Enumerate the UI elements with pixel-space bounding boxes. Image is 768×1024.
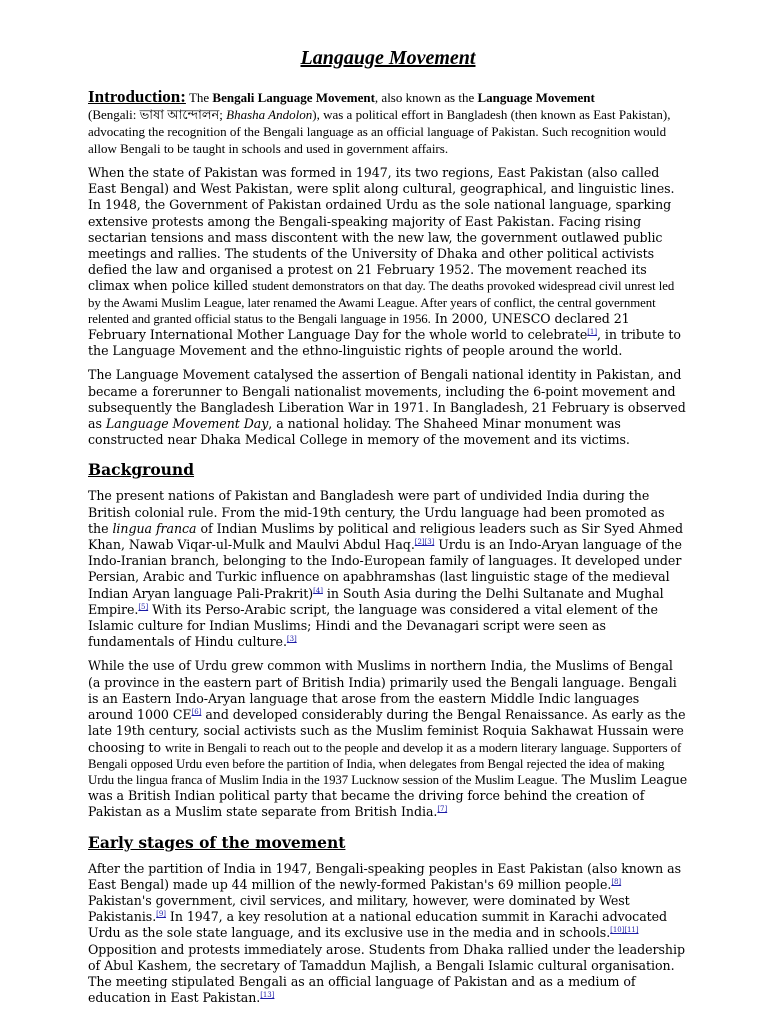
citation-link[interactable]: [8]: [611, 877, 622, 886]
citation-link[interactable]: [9]: [156, 909, 166, 918]
intro-paragraph: [88, 88, 688, 157]
paragraph-text: Urdu is an Indo-Aryan language of the Indo-Iranian branch, belonging to the Indo-European family of languages. It developed under Persian, Arabic and Turkic influence on apabhramshas (last linguistic stage of the medieval Indian Aryan language Pali-Prakrit): [88, 537, 682, 601]
paragraph-text: , in tribute to the Language Movement and the ethno-linguistic rights of people around the world.: [88, 327, 681, 359]
intro-heading: Introduction:: [88, 87, 186, 106]
paragraph-text: of Indian Muslims by political and religious leaders such as Sir Syed Ahmed Khan, Nawab Viqar-ul-Mulk and Maulvi Abdul Haq.: [88, 520, 684, 553]
paragraph-early-stages: [88, 861, 688, 1007]
paragraph-text: In 1947, a key resolution at a national education summit in Karachi advocated Urdu as the sole state language, and its exclusive use in the media and in schools.: [88, 909, 668, 941]
paragraph-text: The present nations of Pakistan and Bangladesh were part of undivided India during the British colonial rule. From the mid-19th century, the Urdu language had been promoted as the: [88, 488, 665, 536]
citation-link[interactable]: [10][11]: [610, 926, 639, 935]
page-title: Langauge Movement: [300, 47, 476, 69]
paragraph-background-2: [88, 658, 688, 820]
paragraph-text: write in Bengali to reach out to the people and develop it as a modern literary language. Supporters of Bengali opposed Urdu even before the partition of India, when delegates from Bengal rejected the idea of making Urdu the lingua franca of Muslim India in the 1937 Lucknow session of the Muslim League.: [88, 740, 682, 787]
paragraph-text: student demonstrators on that day. The deaths provoked widespread civil unrest led by the Awami Muslim League, later renamed the Awami League. After years of conflict, the central government relented and granted official status to the Bengali language in 1956.: [88, 279, 675, 326]
background-heading: Background: [88, 460, 195, 480]
citation-link[interactable]: [2][3]: [414, 537, 435, 546]
document-body: [88, 0, 688, 1006]
paragraph-text: After the partition of India in 1947, Bengali-speaking peoples in East Pakistan (also known as East Bengal) made up 44 million of the newly-formed Pakistan's 69 million people.: [88, 860, 681, 892]
paragraph-text: In 2000, UNESCO declared 21 February International Mother Language Day for the whole world to celebrate: [88, 310, 630, 343]
intro-term: Bengali Language Movement: [212, 90, 375, 105]
intro-italic: Bhasha Andolon: [226, 107, 313, 122]
paragraph-text: Opposition and protests immediately arose. Students from Dhaka rallied under the leadership of Abul Kashem, the secretary of Tamaddun Majlish, a Bengali Islamic cultural organisation. The meeting stipulated Bengali as an official language of Pakistan and as a medium of education in East Pakistan.: [88, 941, 685, 1006]
paragraph-text: and developed considerably during the Bengal Renaissance. As early as the late 19th century, social activists such as the Muslim feminist Roquia Sakhawat Hussain were choosing to: [88, 707, 686, 755]
citation-link[interactable]: [7]: [437, 805, 448, 814]
paragraph-text: , a national holiday. The Shaheed Minar monument was constructed near Dhaka Medical College in memory of the movement and its victims.: [88, 416, 630, 448]
intro-text: The: [185, 90, 213, 105]
paragraph-text: The Language Movement catalysed the assertion of Bengali national identity in Pakistan, and became a forerunner to Bengali nationalist movements, including the 6-point movement and subsequently the Bangladesh Liberation War in 1971. In Bangladesh, 21 February is observed as: [88, 367, 686, 432]
paragraph-text: While the use of Urdu grew common with Muslims in northern India, the Muslims of Bengal (a province in the eastern part of British India) primarily used the Bengali language. Bengali is an Eastern Indo-Aryan language that arose from the eastern Middle Indic languages around 1000 CE: [88, 658, 677, 723]
paragraph-italic: lingua franca: [112, 520, 197, 536]
paragraph-text: Pakistan's government, civil services, and military, however, were dominated by West Pakistanis.: [88, 892, 630, 925]
paragraph-text: With its Perso-Arabic script, the language was considered a vital element of the Islamic culture for Indian Muslims; Hindi and the Devanagari script were seen as fundamentals of Hindu culture.: [88, 601, 658, 650]
intro-term: Language Movement: [477, 90, 595, 105]
intro-text: (Bengali: ভাষা আন্দোলন;: [88, 107, 227, 122]
paragraph-formation: [88, 165, 688, 359]
paragraph-text: The Muslim League was a British Indian political party that became the driving force behind the creation of Pakistan as a Muslim state separate from British India.: [88, 771, 688, 820]
early-stages-heading: Early stages of the movement: [88, 832, 346, 852]
citation-link[interactable]: [6]: [191, 707, 202, 716]
paragraph-italic: Language Movement Day: [105, 416, 269, 432]
paragraph-text: When the state of Pakistan was formed in 1947, its two regions, East Pakistan (also called East Bengal) and West Pakistan, were split along cultural, geographical, and linguistic lines. In 1948, the Government of Pakistan ordained Urdu as the sole national language, sparking extensive protests among the Bengali-speaking majority of East Pakistan. Facing rising sectarian tensions and mass discontent with the new law, the government outlawed public meetings and rallies. The students of the University of Dhaka and other political activists defied the law and organised a protest on 21 February 1952. The movement reached its climax when police killed: [88, 165, 675, 294]
intro-text: , also known as the: [374, 90, 478, 105]
citation-link[interactable]: [5]: [138, 602, 149, 611]
paragraph-identity: [88, 367, 688, 448]
paragraph-text: in South Asia during the Delhi Sultanate and Mughal Empire.: [88, 585, 664, 617]
citation-link[interactable]: [13]: [260, 990, 275, 999]
paragraph-background-1: [88, 488, 688, 650]
citation-link[interactable]: [1]: [587, 327, 598, 336]
intro-text: ), was a political effort in Bangladesh (then known as East Pakistan), advocating the recognition of the Bengali language as an official language of Pakistan. Such recognition would allow Bengali to be taught in schools and used in government affairs.: [88, 107, 671, 156]
citation-link[interactable]: [4]: [313, 586, 323, 595]
introduction-section: [88, 88, 688, 157]
citation-link[interactable]: [3]: [286, 635, 297, 644]
